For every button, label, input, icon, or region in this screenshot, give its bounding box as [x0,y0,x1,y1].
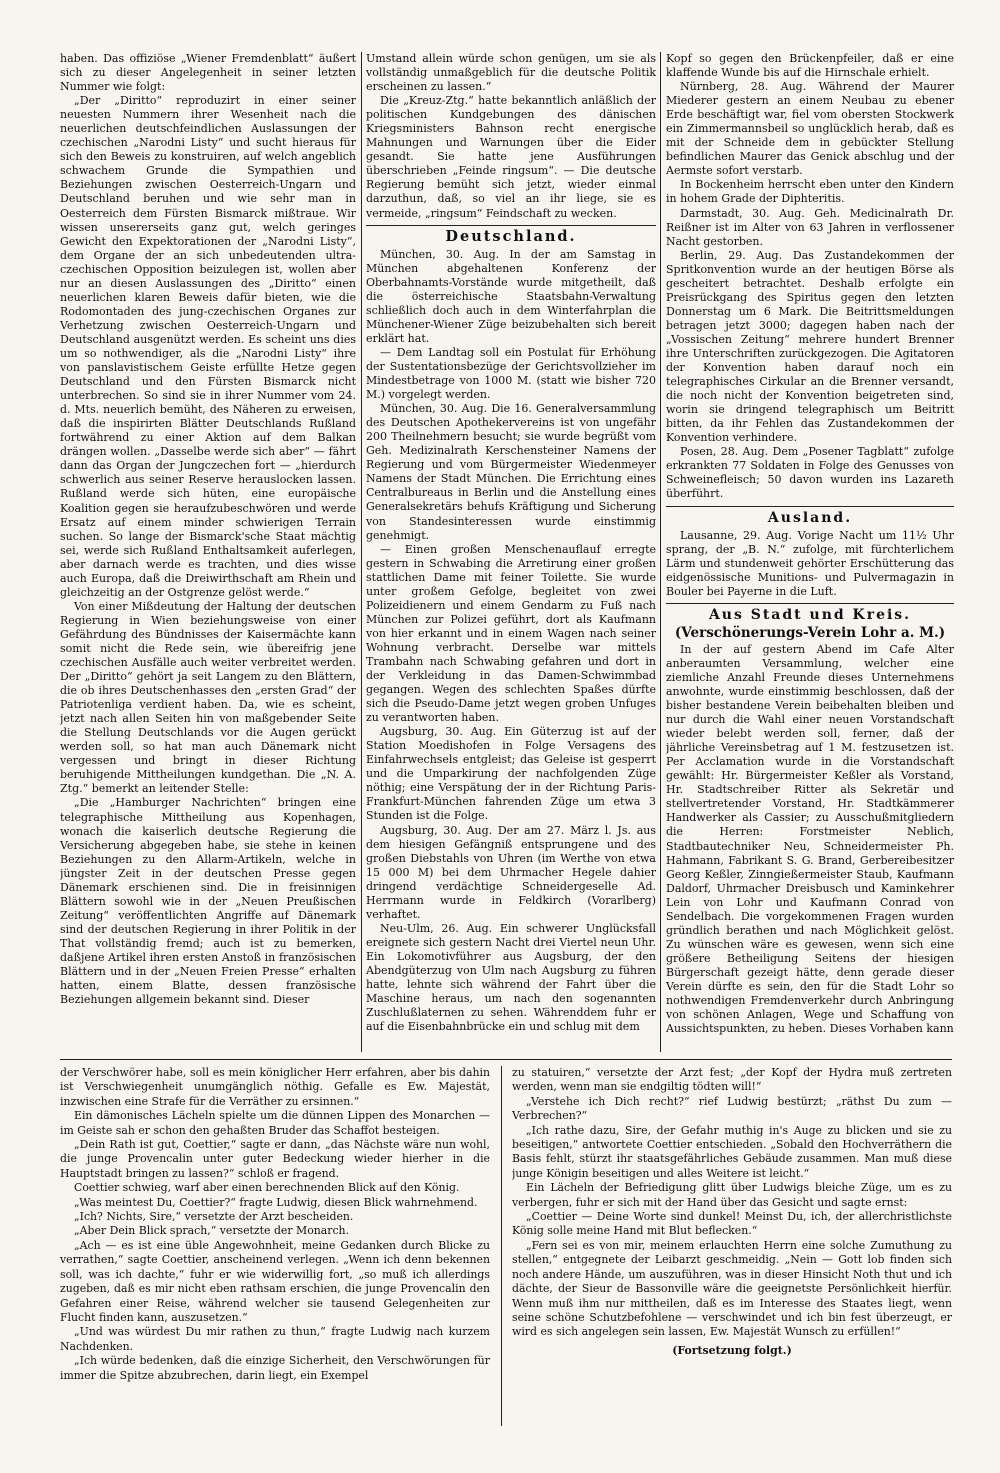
paragraph: In der auf gestern Abend im Cafe Alter anberaumten Versammlung, welcher eine ziemliche Anzahl Freunde dieses Unternehmens anwohnte, wurde einstimmig beschlossen, daß der bisher bestandene Verein beibehalten bleiben und nur durch die Wahl einer neuen Vorstandschaft wieder belebt werden soll, ferner, daß der jährliche Vereinsbetrag auf 1 M. festzusetzen ist. Per Acclamation wurde in die Vorstandschaft gewählt: Hr. Bürgermeister Keßler als Vorstand, Hr. Stadtschreiber Ritter als Sekretär und stellvertretender Vorstand, Hr. Stadtkämmerer Handwerker als Cassier; zu Ausschußmitgliedern die Herren: Forstmeister Neblich, Stadtbautechniker Neu, Schneidermeister Ph. Hahmann, Fabrikant S. G. Brand, Gerbereibesitzer Georg Keßler, Zinngießermeister Staub, Kaufmann Daldorf, Uhrmacher Dreisbusch und Kaminkehrer Lein von Lohr und Kaufmann Conrad von Sendelbach. Die vorgekommenen Fragen wurden gründlich berathen und nach Möglichkeit gelöst. Zu wünschen wäre es gewesen, wenn sich eine größere Betheiligung Seitens der hiesigen Bürgerschaft gezeigt hätte, denn gerade dieser Verein dürfte es sein, den für die Stadt Lohr so nothwendigen Fremdenverkehr durch Anbringung von schönen Anlagen, Wege und Schaffung von Aussichtspunkten, zu heben. Dieses Vorhaben kann [666,642,954,1036]
column-divider [361,52,362,1052]
paragraph: „Ich würde bedenken, daß die einzige Sicherheit, den Verschwörungen für immer die Spitze abzubrechen, darin liegt, ein Exempel [60,1354,490,1382]
paragraph: In Bockenheim herrscht eben unter den Kindern in hohem Grade der Diphteritis. [666,178,954,206]
paragraph: zu statuiren,“ versetzte der Arzt fest; „der Kopf der Hydra muß zertreten werden, wenn man sie endgiltig tödten will!“ [512,1066,952,1094]
feuilleton-column-1 [60,1066,490,1426]
paragraph: Augsburg, 30. Aug. Ein Güterzug ist auf der Station Moedishofen in Folge Versagens des Einfahrwechsels entgleist; das Geleise ist gesperrt und die Umparkirung der nachfolgenden Züge nöthig; eine Verspätung der in der Richtung Paris-Frankfurt-München fahrenden Züge um etwa 3 Stunden ist die Folge. [366,725,656,823]
paragraph: Augsburg, 30. Aug. Der am 27. März l. Js. aus dem hiesigen Gefängniß entsprungene und des großen Diebstahls von Uhren (im Werthe von etwa 15 000 M) bei dem Uhrmacher Hegele dahier dringend verdächtige Schneidergeselle Ad. Herrmann wurde in Feldkirch (Vorarlberg) verhaftet. [366,823,656,921]
feuilleton-column-2 [512,1066,952,1426]
paragraph: München, 30. Aug. Die 16. Generalversammlung des Deutschen Apothekervereins ist von ungefähr 200 Theilnehmern besucht; sie wurde begrüßt vom Geh. Medizinalrath Kerschensteiner Namens der Regierung und vom Bürgermeister Wiedenmeyer Namens der Stadt München. Die Errichtung eines Centralbureaus in Berlin und die Anstellung eines Generalsekretärs behufs Kräftigung und Sicherung von Standesinteressen wurde einstimmig genehmigt. [366,402,656,542]
column-3 [666,52,954,1052]
column-divider [660,52,661,1052]
section-heading-deutschland: Deutschland. [445,227,577,245]
feuilleton-rule [60,1059,952,1060]
paragraph: Coettier schwieg, warf aber einen berechnenden Blick auf den König. [74,1181,460,1195]
paragraph: Posen, 28. Aug. Dem „Posener Tagblatt“ zufolge erkrankten 77 Soldaten in Folge des Genusses von Schweinefleisch; 50 davon wurden ins Lazareth überführt. [666,445,954,501]
section-rule [666,506,954,507]
paragraph: München, 30. Aug. In der am Samstag in München abgehaltenen Konferenz der Oberbahnamts-Vorstände wurde mitgetheilt, daß die österreichische Staatsbahn-Verwaltung schließlich doch auch in dem Winterfahrplan die Münchener-Wiener Züge beizubehalten sich bereit erklärt hat. [366,247,656,345]
paragraph: Kopf so gegen den Brückenpfeiler, daß er eine klaffende Wunde bis auf die Hirnschale erhielt. [666,52,954,80]
section-heading-stadt-kreis: Aus Stadt und Kreis. [708,606,912,623]
paragraph: „Dein Rath ist gut, Coettier,“ sagte er dann, „das Nächste wäre nun wohl, die junge Provencalin unter guter Bedeckung wieder hierher in die Hauptstadt bringen zu lassen?“ schloß er fragend. [60,1138,490,1180]
paragraph: Berlin, 29. Aug. Das Zustandekommen der Spritkonvention wurde an der heutigen Börse als gescheitert betrachtet. Deshalb erfolgte ein Preisrückgang des Spiritus gegen den letzten Donnerstag um 6 Mark. Die Beitrittsmeldungen betragen jetzt 3000; dagegen haben nach der „Vossischen Zeitung“ mehrere hundert Brenner ihre Unterschriften zurückgezogen. Die Agitatoren der Konvention haben darauf noch ein telegraphisches Cirkular an die Brenner versandt, die noch nicht der Konvention beigetreten sind, worin sie dringend telegraphisch um Beitritt bitten, da ihr Fehlen das Zustandekommen der Konvention verhindere. [666,248,954,445]
paragraph: „Der „Diritto“ reproduzirt in einer seiner neuesten Nummern ihrer Wesenheit nach die neuerlichen deutschfeindlichen Auslassungen der czechischen „Narodni Listy“ und sucht hieraus für sich den Beweis zu konstruiren, auf welch angeblich schwachem Grunde die Sympathien und Beziehungen zwischen Oesterreich-Ungarn und Deutschland beruhen und wie sehr man in Oesterreich dem Fürsten Bismarck mißtraue. Wir wissen unsererseits ganz gut, welch geringes Gewicht den Expektorationen der „Narodni Listy“, dem Organe der an sich unbedeutenden ultra-czechischen Opposition beizulegen ist, wollen aber nur an diesen Auslassungen des „Diritto“ einen neuerlichen klaren Beweis dafür bieten, wie die Rodomontaden des jung-czechischen Organes zur Verhetzung zwischen Oesterreich-Ungarn und Deutschland ausgenützt werden. Es scheint uns dies um so nothwendiger, als die „Narodni Listy“ ihre von panslavistischem Geiste erfüllte Hetze gegen Deutschland und den Fürsten Bismarck nicht unterbrechen. So sind sie in ihrer Nummer vom 24. d. Mts. neuerlich bemüht, des Näheren zu erweisen, daß die inspirirten Blätter Deutschlands Rußland fortwährend zu einer Aktion auf dem Balkan drängen wollen. „Dasselbe werde sich aber“ — fährt dann das Organ der Jungczechen fort — „hierdurch schwerlich aus seiner Reserve herauslocken lassen. Rußland werde sich hüten, eine europäische Koalition gegen sie heraufzubeschwören und werde Ersatz auf einem minder schwierigen Terrain suchen. So lange der Bismarck'sche Staat mächtig sei, werde sich Rußland Enthaltsamkeit auferlegen, aber darnach werde es trachten, und dies wisse auch Europa, daß die Dreiwirthschaft am Rhein und gleichzeitig an der Ostgrenze gelöst werde.“ [60,94,356,599]
column-1 [60,52,356,1052]
paragraph: Ein dämonisches Lächeln spielte um die dünnen Lippen des Monarchen — im Geiste sah er schon den gehaßten Bruder das Schaffot besteigen. [60,1109,490,1137]
deutschland-news [366,248,656,1035]
paragraph: „Fern sei es von mir, meinem erlauchten Herrn eine solche Zumuthung zu stellen,“ entgegnete der Leibarzt geschmeidig. „Nein — Gott lob finden sich noch andere Hände, um auszuführen, was in dieser Hinsicht Noth thut und ich dächte, der Sieur de Bassonville wäre die geeignetste Persönlichkeit hierfür. Wenn muß ihm nur mittheilen, daß es im Interesse des Staates liegt, wenn seine schöne Schutzbefohlene — verschwindet und ich bin fest überzeugt, er wird es sich angelegen sein lassen, Ew. Majestät Wunsch zu erfüllen!“ [512,1238,952,1339]
paragraph: Neu-Ulm, 26. Aug. Ein schwerer Unglücksfall ereignete sich gestern Nacht drei Viertel neun Uhr. Ein Lokomotivführer aus Augsburg, der den Abendgüterzug von Ulm nach Augsburg zu führen hatte, lehnte sich während der Fahrt über die Maschine heraus, um nach den sogenannten Zuschlußlaternen zu sehen. Währenddem fuhr er auf die Eisenbahnbrücke ein und schlug mit dem [366,921,656,1034]
section-rule [666,603,954,604]
subheading-verschoenerungsverein: (Verschönerungs-Verein Lohr a. M.) [674,624,946,641]
continuation-note: (Fortsetzung folgt.) [672,1343,792,1357]
stadt-news [666,643,954,1036]
paragraph: — Dem Landtag soll ein Postulat für Erhöhung der Sustentationsbezüge der Gerichtsvollzieher im Mindestbetrage von 1000 M. (statt wie bisher 720 M.) vorgelegt werden. [366,345,656,402]
section-rule [366,225,656,226]
section-heading-ausland: Ausland. [767,509,853,526]
feuilleton-divider [501,1066,502,1426]
paragraph: „Aber Dein Blick sprach,“ versetzte der Monarch. [74,1224,350,1238]
column-2 [366,52,656,1052]
paragraph: Lausanne, 29. Aug. Vorige Nacht um 11½ Uhr sprang, der „B. N.“ zufolge, mit fürchterlichem Lärm und stundenweit gehörter Erschütterung das eidgenössische Munitions- und Pulvermagazin in Bouler bei Payerne in die Luft. [666,528,954,598]
paragraph: „Die „Hamburger Nachrichten“ bringen eine telegraphische Mittheilung aus Kopenhagen, wonach die kaiserlich deutsche Regierung die Versicherung abgegeben habe, sie stehe in keinen Beziehungen zu den Allarm-Artikeln, welche in jüngster Zeit in der deutschen Presse gegen Dänemark erschienen sind. Die in freisinnigen Blättern sowohl wie in der „Neuen Preußischen Zeitung“ veröffentlichten Angriffe auf Dänemark sind der deutschen Regierung in ihrer Politik in der That vollständig fremd; auch ist zu bemerken, daßjene Artikel ihren ersten Anstoß in französischen Blättern und in der „Neuen Freien Presse“ erhalten hatten, einem Blatte, dessen französische Beziehungen allgemein bekannt sind. Dieser [60,796,356,1007]
ausland-news [666,529,954,599]
paragraph: „Ich rathe dazu, Sire, der Gefahr muthig in's Auge zu blicken und sie zu beseitigen,“ antwortete Coettier entschieden. „Sobald den Hochverräthern die Basis fehlt, stürzt ihr staatsgefährliches Gebäude zusammen. Man muß diese junge Königin beseitigen und alles Weitere ist leicht.“ [512,1123,952,1180]
paragraph: Umstand allein würde schon genügen, um sie als vollständig unmaßgeblich für die deutsche Politik erscheinen zu lassen.“ [366,52,656,94]
paragraph: haben. Das offiziöse „Wiener Fremdenblatt“ äußert sich zu dieser Angelegenheit in seiner letzten Nummer wie folgt: [60,52,356,94]
paragraph: „Ach — es ist eine üble Angewohnheit, meine Gedanken durch Blicke zu verrathen,“ sagte Coettier, anscheinend verlegen. „Wenn ich denn bekennen soll, was ich dachte,“ fuhr er wie widerwillig fort, „so muß ich allerdings zugeben, daß es mir nicht eben rathsam erschien, die junge Provencalin den Gefahren einer Reise, während welcher sie tausend Gelegenheiten zur Flucht finden kann, auszusetzen.“ [60,1238,490,1324]
column-2-text [366,52,656,221]
paragraph: „Ich? Nichts, Sire,“ versetzte der Arzt bescheiden. [74,1210,354,1224]
paragraph: „Coettier — Deine Worte sind dunkel! Meinst Du, ich, der allerchristlichste König solle meine Hand mit Blut beflecken.“ [512,1210,952,1238]
paragraph: — Einen großen Menschenauflauf erregte gestern in Schwabing die Arretirung einer großen stattlichen Dame mit feiner Toilette. Sie wurde unter großem Gefolge, begleitet von zwei Polizeidienern und einem Gendarm zu Fuß nach München zur Polizei geführt, dort als Kaufmann von hier erkannt und in einem Wagen nach seiner Wohnung verbracht. Derselbe war mittels Trambahn nach Schwabing gefahren und dort in der Verkleidung in das Damen-Schwimmbad gegangen. Wegen des schlechten Spaßes dürfte sich die Pseudo-Dame jetzt wegen groben Unfuges zu verantworten haben. [366,542,656,725]
paragraph: „Was meintest Du, Coettier?“ fragte Ludwig, diesen Blick wahrnehmend. [74,1195,478,1209]
paragraph: Von einer Mißdeutung der Haltung der deutschen Regierung in Wien beziehungsweise von einer Gefährdung des Bündnisses der Kaisermächte kann somit nicht die Rede sein, wie übereifrig jene czechischen Ausfälle auch weiter verbreitet werden. Der „Diritto“ gehört ja seit Langem zu den Blättern, die ob ihres Deutschenhasses den „ersten Grad“ der Patriotenliga verdient haben. Da, wie es scheint, jetzt nach allen Seiten hin von maßgebender Seite die Stellung Deutschlands vor die Augen gerückt werden soll, so hat man auch Dänemark nicht vergessen und bringt in dieser Richtung beruhigende Mittheilungen kundgethan. Die „N. A. Ztg.“ bemerkt an leitender Stelle: [60,599,356,796]
paragraph: der Verschwörer habe, soll es mein königlicher Herr erfahren, aber bis dahin ist Verschwiegenheit unumgänglich nöthig. Gefalle es Ew. Majestät, inzwischen eine Strafe für die Verräther zu ersinnen.“ [60,1066,490,1108]
paragraph: „Verstehe ich Dich recht?“ rief Ludwig bestürzt; „räthst Du zum — Verbrechen?“ [512,1094,952,1123]
paragraph: Darmstadt, 30. Aug. Geh. Medicinalrath Dr. Reißner ist im Alter von 63 Jahren in verflossener Nacht gestorben. [666,206,954,248]
feuilleton-column-2-text [512,1066,952,1340]
paragraph: Ein Lächeln der Befriedigung glitt über Ludwigs bleiche Züge, um es zu verbergen, fuhr er sich mit der Hand über das Gesicht und sagte ernst: [512,1181,952,1209]
column-3-text [666,52,954,502]
paragraph: „Und was würdest Du mir rathen zu thun,“ fragte Ludwig nach kurzem Nachdenken. [60,1325,490,1353]
paragraph: Die „Kreuz-Ztg.“ hatte bekanntlich anläßlich der politischen Kundgebungen des dänischen Kriegsministers Bahnson recht energische Mahnungen und Warnungen über die Eider gesandt. Sie hatte jene Ausführungen überschrieben „Feinde ringsum“. — Die deutsche Regierung bemüht sich jetzt, wieder einmal darzuthun, daß, so viel an ihr liege, sie es vermeide, „ringsum“ Feindschaft zu wecken. [366,94,656,220]
paragraph: Nürnberg, 28. Aug. Während der Maurer Miederer gestern an einem Neubau zu ebener Erde beschäftigt war, fiel vom obersten Stockwerk ein Zimmermannsbeil so unglücklich herab, daß es mit der Schneide dem in gebückter Stellung befindlichen Maurer das Genick abschlug und der Aermste sofort verstarb. [666,80,954,178]
